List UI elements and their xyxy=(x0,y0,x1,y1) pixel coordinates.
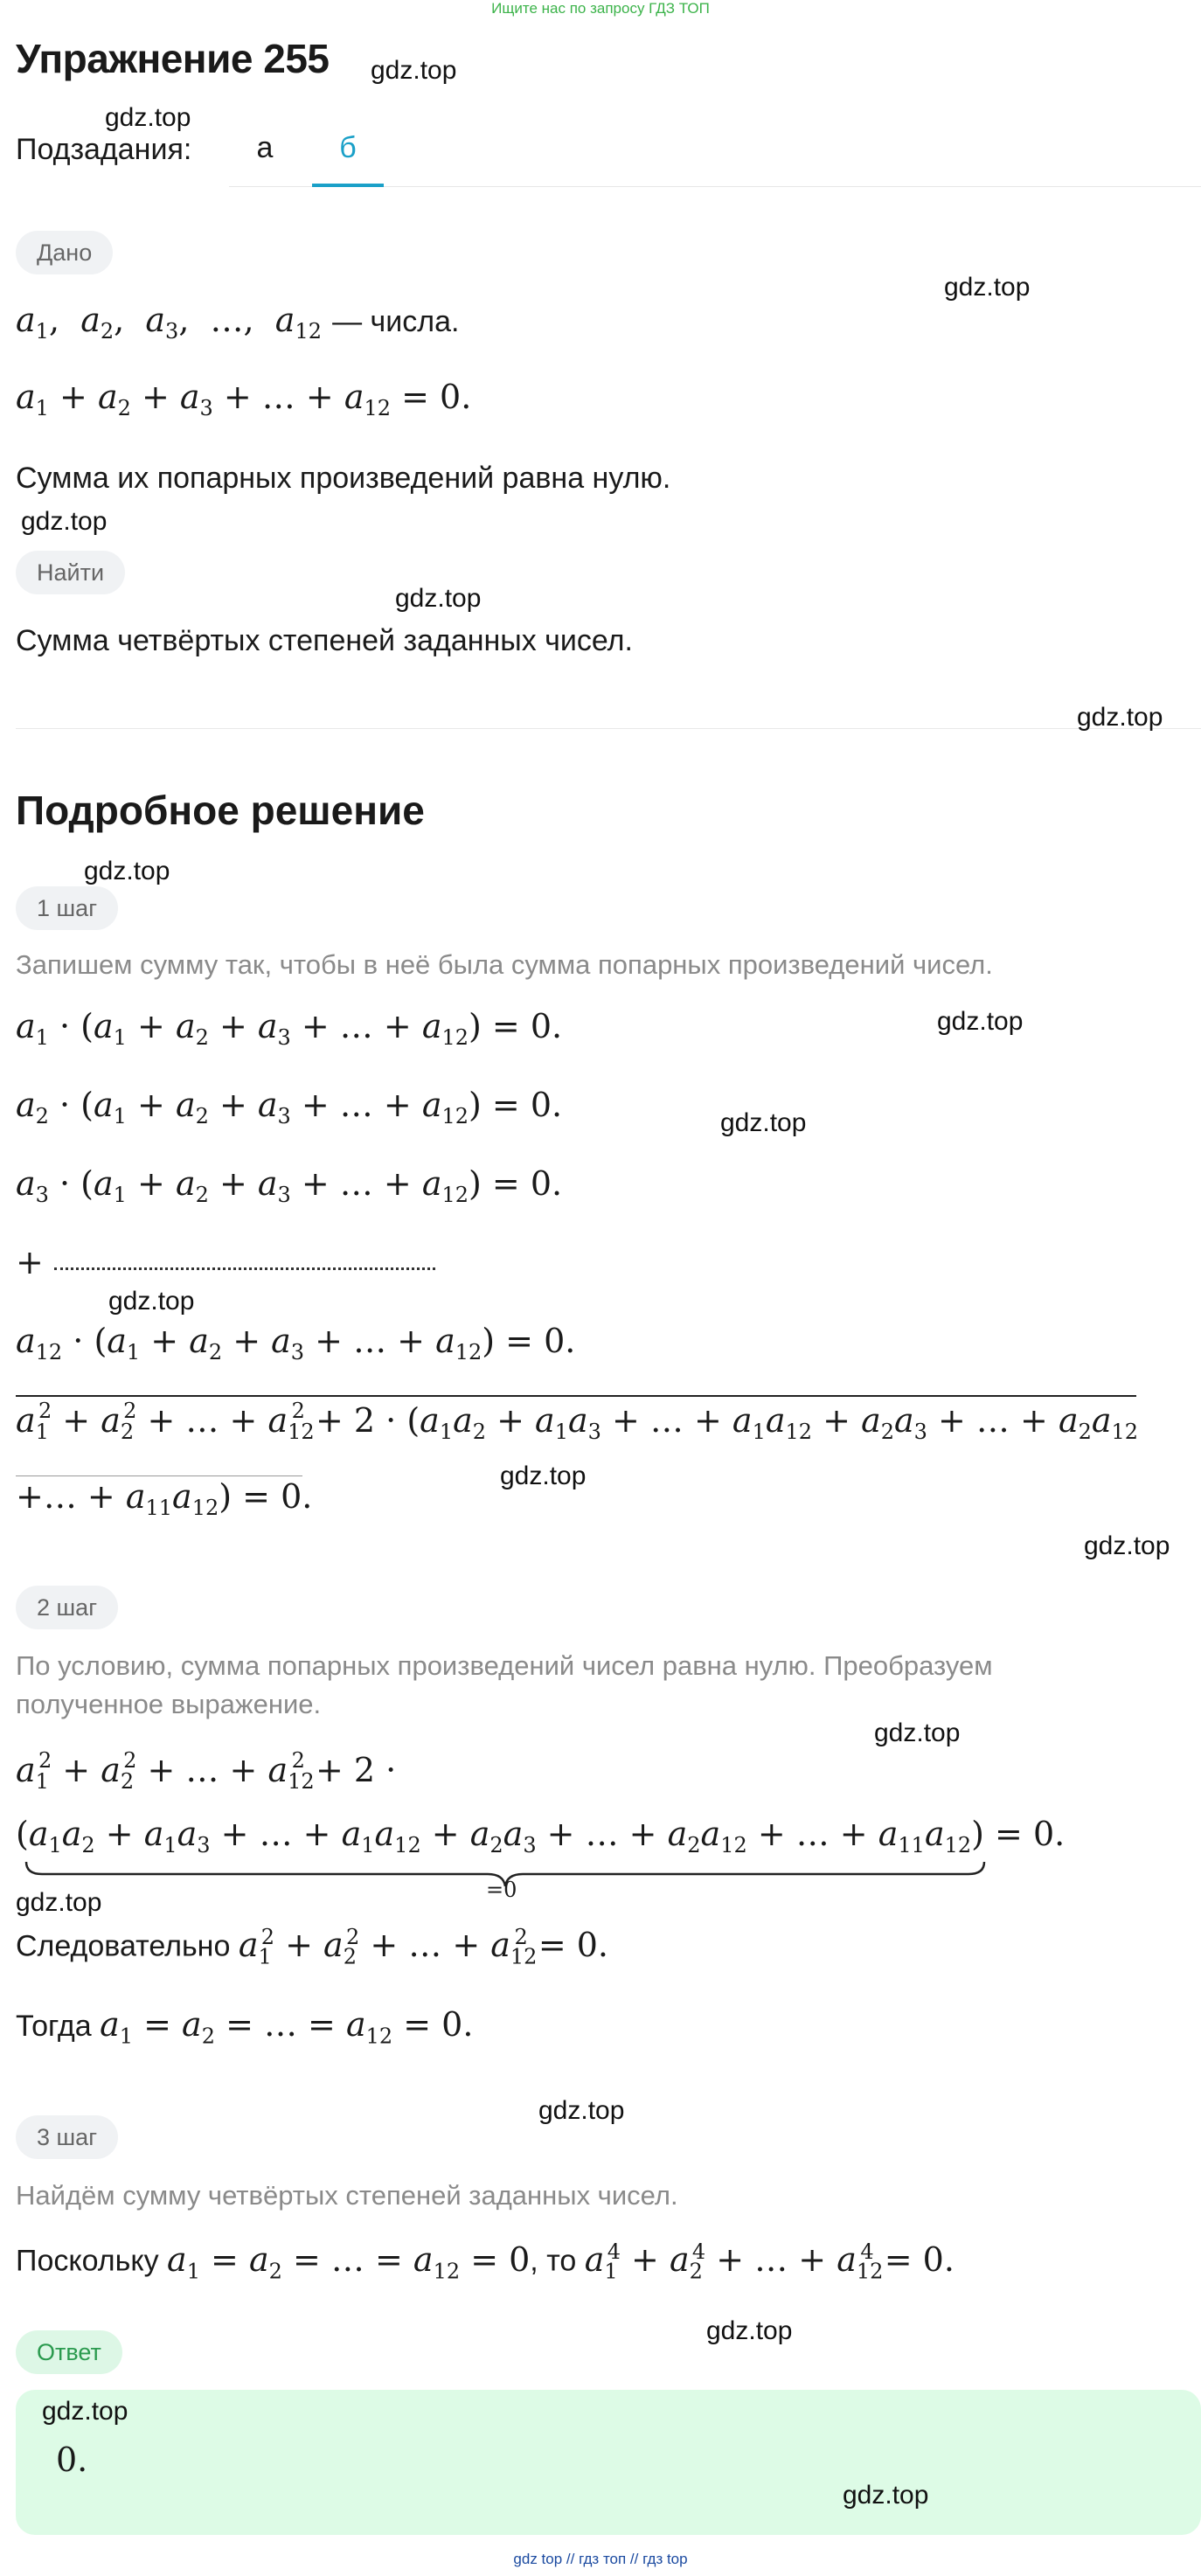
step1-eq12: $a_{12} \cdot (a_1 + a_2 + a_3$ + … + $a_{12}) = 0$. xyxy=(16,1322,576,1364)
section-divider xyxy=(16,728,1201,729)
step2-eq-line1: $a_1^2 + a_2^2$ + … + $a_{12}^2 + 2$ · xyxy=(16,1748,397,1794)
watermark: gdz.top xyxy=(395,584,482,613)
watermark: gdz.top xyxy=(16,1888,102,1917)
so-math: $a_1^4 + a_2^4$ + … + $a_{12}^4 = 0$. xyxy=(584,2239,955,2284)
step1-chip: 1 шаг xyxy=(16,886,118,930)
since-word: Поскольку xyxy=(16,2244,159,2278)
step1-eq2: $a_2 \cdot (a_1 + a_2 + a_3$ + … + $a_{12}) = 0$. xyxy=(16,1086,563,1128)
find-chip: Найти xyxy=(16,551,125,594)
answer-value: 0. xyxy=(56,2441,88,2479)
answer-box xyxy=(16,2390,1201,2535)
step1-eq3: $a_3 \cdot (a_1 + a_2 + a_3$ + … + $a_{12}) = 0$. xyxy=(16,1164,563,1207)
given-condition: Сумма их попарных произведений равна нулю. xyxy=(16,462,671,495)
watermark: gdz.top xyxy=(843,2481,929,2510)
tab-a[interactable]: а xyxy=(256,131,274,164)
given-sum-equation: $a_1 + a_2 + a_3$ + … + $a_{12} = 0$. xyxy=(16,378,472,420)
watermark: gdz.top xyxy=(1077,703,1163,732)
step2-chip: 2 шаг xyxy=(16,1586,118,1629)
step2-text-line2: полученное выражение. xyxy=(16,1689,322,1719)
watermark: gdz.top xyxy=(500,1462,587,1490)
watermark: gdz.top xyxy=(108,1287,195,1316)
watermark: gdz.top xyxy=(944,273,1031,302)
watermark: gdz.top xyxy=(937,1007,1024,1036)
step2-then xyxy=(16,2005,473,2049)
watermark: gdz.top xyxy=(538,2096,625,2125)
step3-since xyxy=(16,2239,955,2283)
answer-chip: Ответ xyxy=(16,2330,122,2374)
since-math: $a_1 = a_2$ = … = $a_{12} = 0$ xyxy=(167,2239,531,2284)
watermark: gdz.top xyxy=(371,56,457,85)
step2-text-line1: По условию, сумма попарных произведений чисел равна нулю. Преобразуем xyxy=(16,1650,993,1681)
given-chip: Дано xyxy=(16,231,113,274)
watermark: gdz.top xyxy=(1084,1531,1170,1560)
then-math: $a_1 = a_2$ = … = $a_{12} = 0$. xyxy=(100,2005,474,2049)
step2-consequently xyxy=(16,1925,608,1968)
dotted-line xyxy=(54,1267,435,1270)
watermark: gdz.top xyxy=(720,1108,807,1137)
subtasks-label: Подзадания: xyxy=(16,133,192,166)
footer-links[interactable]: gdz top // гдз топ // гдз top xyxy=(513,2551,688,2567)
so-word: , то xyxy=(530,2244,577,2278)
top-banner: Ищите нас по запросу ГДЗ ТОП xyxy=(491,0,710,17)
consequently-math: $a_1^2 + a_2^2$ + … + $a_{12}^2 = 0$. xyxy=(238,1925,608,1969)
watermark: gdz.top xyxy=(706,2316,793,2345)
consequently-word: Следовательно xyxy=(16,1929,231,1963)
step3-text: Найдём сумму четвёртых степеней заданных чисел. xyxy=(16,2180,678,2211)
given-numbers-text: — числа. xyxy=(332,305,460,338)
step3-chip: 3 шаг xyxy=(16,2115,118,2159)
active-tab-indicator xyxy=(312,184,384,187)
step1-text: Запишем сумму так, чтобы в неё была сумма попарных произведений чисел. xyxy=(16,949,993,980)
sum-line-2 xyxy=(16,1475,302,1476)
step1-sum-line1: $a_1^2 + a_2^2$ + … + $a_{12}^2 + 2 \cdot (a_1a_2 + a_1a_3$ + … + $a_1a_{12} + a_2a_3$ + … + $a_2a_{12}$ xyxy=(16,1399,1139,1444)
then-word: Тогда xyxy=(16,2010,92,2043)
sum-line xyxy=(16,1395,1136,1397)
watermark: gdz.top xyxy=(84,857,170,885)
watermark: gdz.top xyxy=(42,2397,128,2426)
find-text: Сумма четвёртых степеней заданных чисел. xyxy=(16,624,633,657)
step1-eq1: $a_1 \cdot (a_1 + a_2 + a_3$ + … + $a_{12}) = 0$. xyxy=(16,1007,563,1050)
watermark: gdz.top xyxy=(105,103,191,132)
step1-sum-line2: +… + $a_{11}a_{12}) = 0$. xyxy=(16,1477,313,1520)
underbrace-label: =0 xyxy=(486,1878,517,1902)
step1-plus: + xyxy=(16,1243,44,1281)
page-title: Упражнение 255 xyxy=(16,36,330,81)
watermark: gdz.top xyxy=(21,507,108,536)
tab-b[interactable]: б xyxy=(339,131,357,164)
solution-title: Подробное решение xyxy=(16,788,425,833)
given-numbers: $a_1$, $a_2$, $a_3$, …, $a_{12}$ — числа. xyxy=(16,301,460,344)
watermark: gdz.top xyxy=(874,1718,961,1747)
step2-eq-line2: ($a_1a_2 + a_1a_3$ + … + $a_1a_{12} + a_2a_3$ + … + $a_2a_{12}$ + … + $a_{11}a_{12}) = 0$. xyxy=(16,1815,1066,1857)
